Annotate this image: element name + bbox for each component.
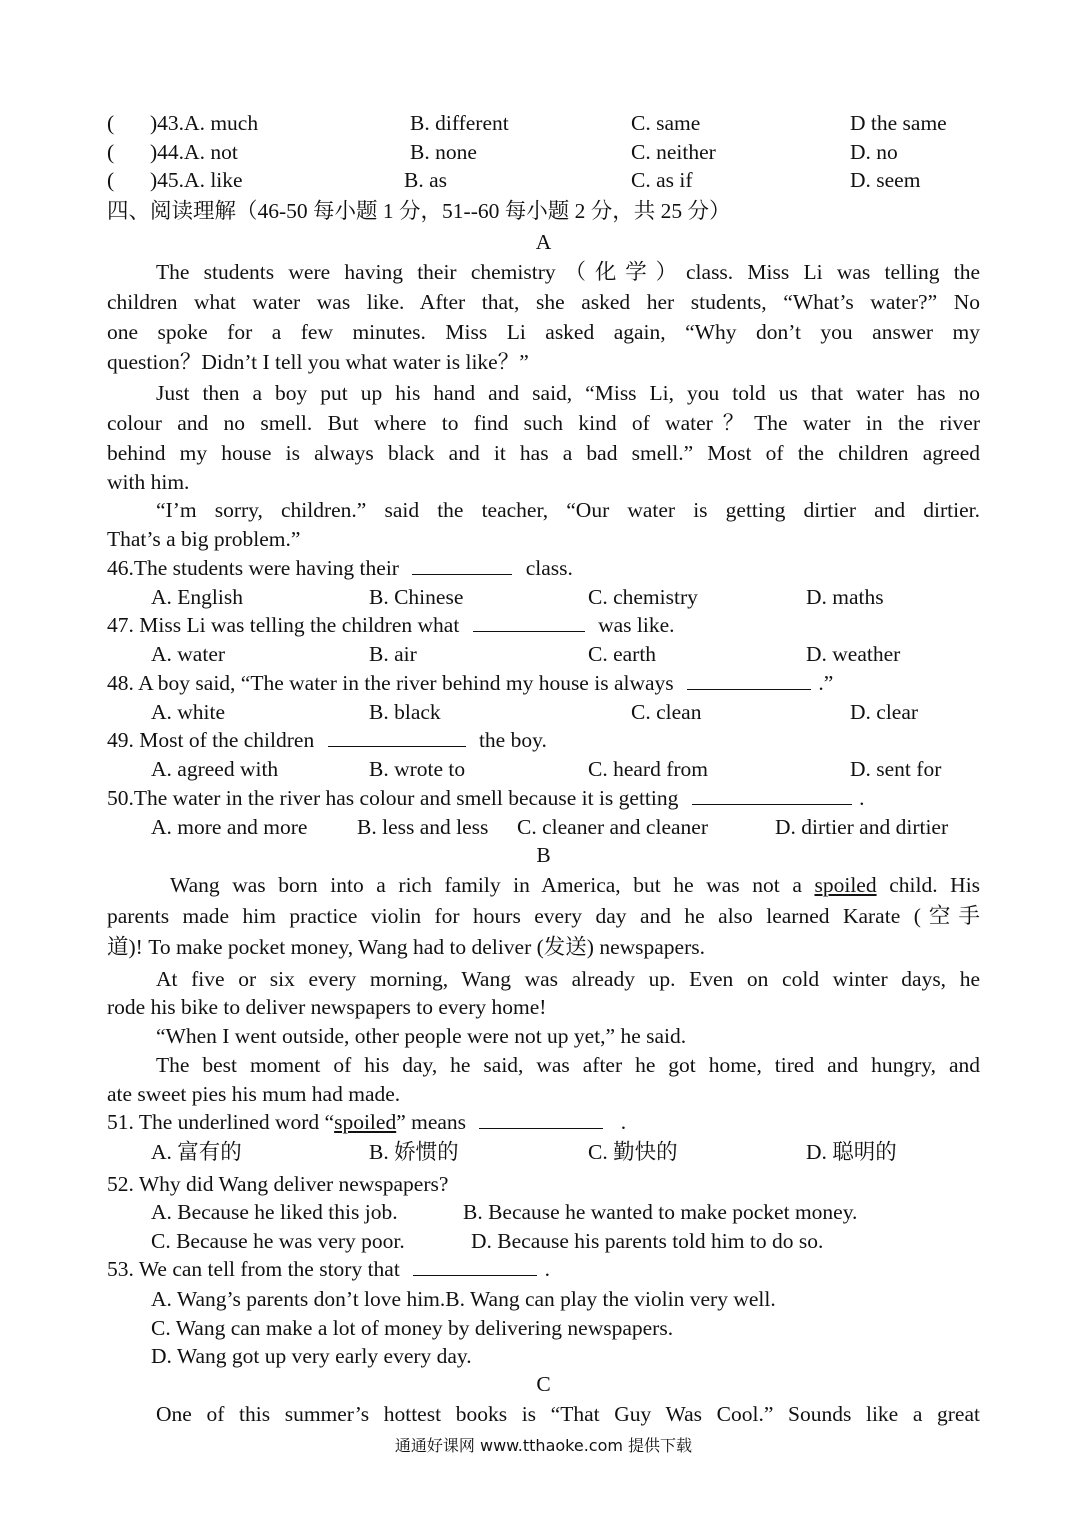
q47-text: 47. Miss Li was telling the children what bbox=[107, 613, 460, 637]
q48-blank[interactable] bbox=[687, 671, 811, 690]
q50-option-c: C. cleaner and cleaner bbox=[517, 815, 708, 839]
passage-b-line bbox=[170, 872, 980, 898]
section-heading: 四、阅读理解（46-50 每小题 1 分，51--60 每小题 2 分，共 25 分） bbox=[107, 199, 731, 223]
q49-text-end: the boy. bbox=[478, 728, 547, 752]
q51-option-c: C. 勤快的 bbox=[588, 1140, 678, 1164]
q51-stem bbox=[107, 1109, 626, 1135]
q53-text-end: . bbox=[544, 1257, 550, 1281]
q44-option-c: C. neither bbox=[631, 140, 716, 164]
q47-option-d: D. weather bbox=[806, 642, 901, 666]
q52-option-d: D. Because his parents told him to do so. bbox=[471, 1229, 824, 1253]
passage-a-line: behind my house is always black and it has a bad smell.” Most of the children agreed bbox=[107, 441, 980, 465]
q52-option-b: B. Because he wanted to make pocket money. bbox=[463, 1200, 858, 1224]
q43-option-b: B. different bbox=[410, 111, 509, 135]
q44-option-a: 44.A. not bbox=[157, 140, 238, 164]
q53-stem bbox=[107, 1256, 550, 1282]
q49-option-c: C. heard from bbox=[588, 757, 709, 781]
passage-c-line: One of this summer’s hottest books is “That Guy Was Cool.” Sounds like a great bbox=[156, 1402, 980, 1426]
paren-close: ) bbox=[150, 111, 158, 135]
paren-open: ( bbox=[107, 168, 115, 192]
passage-b-line: At five or six every morning, Wang was already up. Even on cold winter days, he bbox=[156, 967, 980, 991]
q53-option-d: D. Wang got up very early every day. bbox=[151, 1344, 472, 1368]
q48-text-end: .” bbox=[818, 671, 834, 695]
q49-option-b: B. wrote to bbox=[369, 757, 466, 781]
q50-stem bbox=[107, 785, 865, 811]
page-footer: 通通好课网 www.tthaoke.com 提供下载 bbox=[394, 1436, 693, 1455]
q47-option-c: C. earth bbox=[588, 642, 657, 666]
q50-text-end: . bbox=[859, 786, 865, 810]
q51-option-a: A. 富有的 bbox=[151, 1140, 242, 1164]
passage-b-line: rode his bike to deliver newspapers to every home! bbox=[107, 995, 547, 1019]
q48-option-a: A. white bbox=[151, 700, 226, 724]
passage-a-line: colour and no smell. But where to find such kind of water？The water in the river bbox=[107, 411, 980, 435]
q46-blank[interactable] bbox=[412, 556, 512, 575]
q46-option-b: B. Chinese bbox=[369, 585, 464, 609]
q47-stem bbox=[107, 612, 675, 638]
q51-text: 51. The underlined word “ bbox=[107, 1110, 335, 1134]
passage-b-line: 道)! To make pocket money, Wang had to deliver (发送) newspapers. bbox=[107, 935, 705, 959]
passage-b-line: parents made him practice violin for hours every day and he also learned Karate (空手 bbox=[107, 904, 980, 928]
q48-option-b: B. black bbox=[369, 700, 441, 724]
passage-b-line: The best moment of his day, he said, was after he got home, tired and hungry, and bbox=[156, 1053, 980, 1077]
q49-stem bbox=[107, 727, 547, 753]
passage-a-line: with him. bbox=[107, 470, 190, 494]
q47-option-b: B. air bbox=[369, 642, 417, 666]
underlined-word: spoiled bbox=[334, 1110, 397, 1134]
passage-b-title: B bbox=[536, 843, 551, 867]
passage-a-line: Just then a boy put up his hand and said, “Miss Li, you told us that water has no bbox=[156, 381, 980, 405]
q47-blank[interactable] bbox=[473, 613, 585, 632]
q46-text: 46.The students were having their bbox=[107, 556, 399, 580]
q43-option-a: 43.A. much bbox=[157, 111, 259, 135]
q50-option-d: D. dirtier and dirtier bbox=[775, 815, 949, 839]
paren-close: ) bbox=[150, 140, 158, 164]
passage-a-line: The students were having their chemistry（化学）class. Miss Li was telling the bbox=[156, 260, 980, 284]
q47-option-a: A. water bbox=[151, 642, 226, 666]
q45-num bbox=[150, 167, 243, 193]
q43-num bbox=[150, 110, 258, 136]
q45-option-a: 45.A. like bbox=[157, 168, 243, 192]
q50-option-a: A. more and more bbox=[151, 815, 308, 839]
underlined-word: spoiled bbox=[814, 873, 877, 897]
paren-open: ( bbox=[107, 111, 115, 135]
q46-option-c: C. chemistry bbox=[588, 585, 698, 609]
q51-text-end: . bbox=[620, 1110, 627, 1134]
q51-blank[interactable] bbox=[479, 1110, 603, 1129]
q45-option-d: D. seem bbox=[850, 168, 921, 192]
passage-b-line: “When I went outside, other people were not up yet,” he said. bbox=[156, 1024, 687, 1048]
q46-option-a: A. English bbox=[151, 585, 243, 609]
passage-a-line: That’s a big problem.” bbox=[107, 527, 301, 551]
q53-text: 53. We can tell from the story that bbox=[107, 1257, 400, 1281]
q50-option-b: B. less and less bbox=[357, 815, 489, 839]
q44-paren bbox=[107, 139, 114, 165]
q53-blank[interactable] bbox=[413, 1257, 537, 1276]
q49-blank[interactable] bbox=[328, 728, 466, 747]
q51-option-b: B. 娇惯的 bbox=[369, 1140, 459, 1164]
q46-option-d: D. maths bbox=[806, 585, 884, 609]
q50-blank[interactable] bbox=[692, 786, 852, 805]
q49-option-a: A. agreed with bbox=[151, 757, 279, 781]
q53-option-ab: A. Wang’s parents don’t love him.B. Wang can play the violin very well. bbox=[151, 1287, 776, 1311]
q44-num bbox=[150, 139, 238, 165]
q48-option-d: D. clear bbox=[850, 700, 919, 724]
q45-paren bbox=[107, 167, 114, 193]
q44-option-b: B. none bbox=[410, 140, 477, 164]
q49-option-d: D. sent for bbox=[850, 757, 942, 781]
q46-text-end: class. bbox=[525, 556, 573, 580]
passage-a-line: children what water was like. After that, she asked her students, “What’s water?” No bbox=[107, 290, 980, 314]
passage-a-line: one spoke for a few minutes. Miss Li asked again, “Why don’t you answer my bbox=[107, 320, 980, 344]
q43-option-c: C. same bbox=[631, 111, 701, 135]
q43-option-d: D the same bbox=[850, 111, 947, 135]
passage-b-text: Wang was born into a rich family in America, but he was not a bbox=[170, 873, 802, 897]
passage-a-title: A bbox=[535, 230, 552, 254]
q48-text: 48. A boy said, “The water in the river behind my house is always bbox=[107, 671, 674, 695]
q46-stem bbox=[107, 555, 573, 581]
q52-option-a: A. Because he liked this job. bbox=[151, 1200, 398, 1224]
passage-a-line: “I’m sorry, children.” said the teacher, “Our water is getting dirtier and dirtier. bbox=[156, 498, 980, 522]
passage-b-text: child. His bbox=[889, 873, 981, 897]
q45-option-b: B. as bbox=[404, 168, 447, 192]
q50-text: 50.The water in the river has colour and smell because it is getting bbox=[107, 786, 679, 810]
q45-option-c: C. as if bbox=[631, 168, 693, 192]
paren-close: ) bbox=[150, 168, 158, 192]
q51-option-d: D. 聪明的 bbox=[806, 1140, 897, 1164]
q44-option-d: D. no bbox=[850, 140, 898, 164]
q51-text: ” means bbox=[396, 1110, 467, 1134]
q52-option-c: C. Because he was very poor. bbox=[151, 1229, 405, 1253]
q49-text: 49. Most of the children bbox=[107, 728, 315, 752]
q52-stem: 52. Why did Wang deliver newspapers? bbox=[107, 1172, 449, 1196]
passage-a-line: question？Didn’t I tell you what water is like？” bbox=[107, 350, 529, 374]
q43-paren bbox=[107, 110, 114, 136]
passage-b-line: ate sweet pies his mum had made. bbox=[107, 1082, 401, 1106]
q48-option-c: C. clean bbox=[631, 700, 702, 724]
q53-option-c: C. Wang can make a lot of money by delivering newspapers. bbox=[151, 1316, 674, 1340]
passage-c-title: C bbox=[536, 1372, 551, 1396]
q47-text-end: was like. bbox=[598, 613, 675, 637]
paren-open: ( bbox=[107, 140, 115, 164]
q48-stem bbox=[107, 670, 833, 696]
